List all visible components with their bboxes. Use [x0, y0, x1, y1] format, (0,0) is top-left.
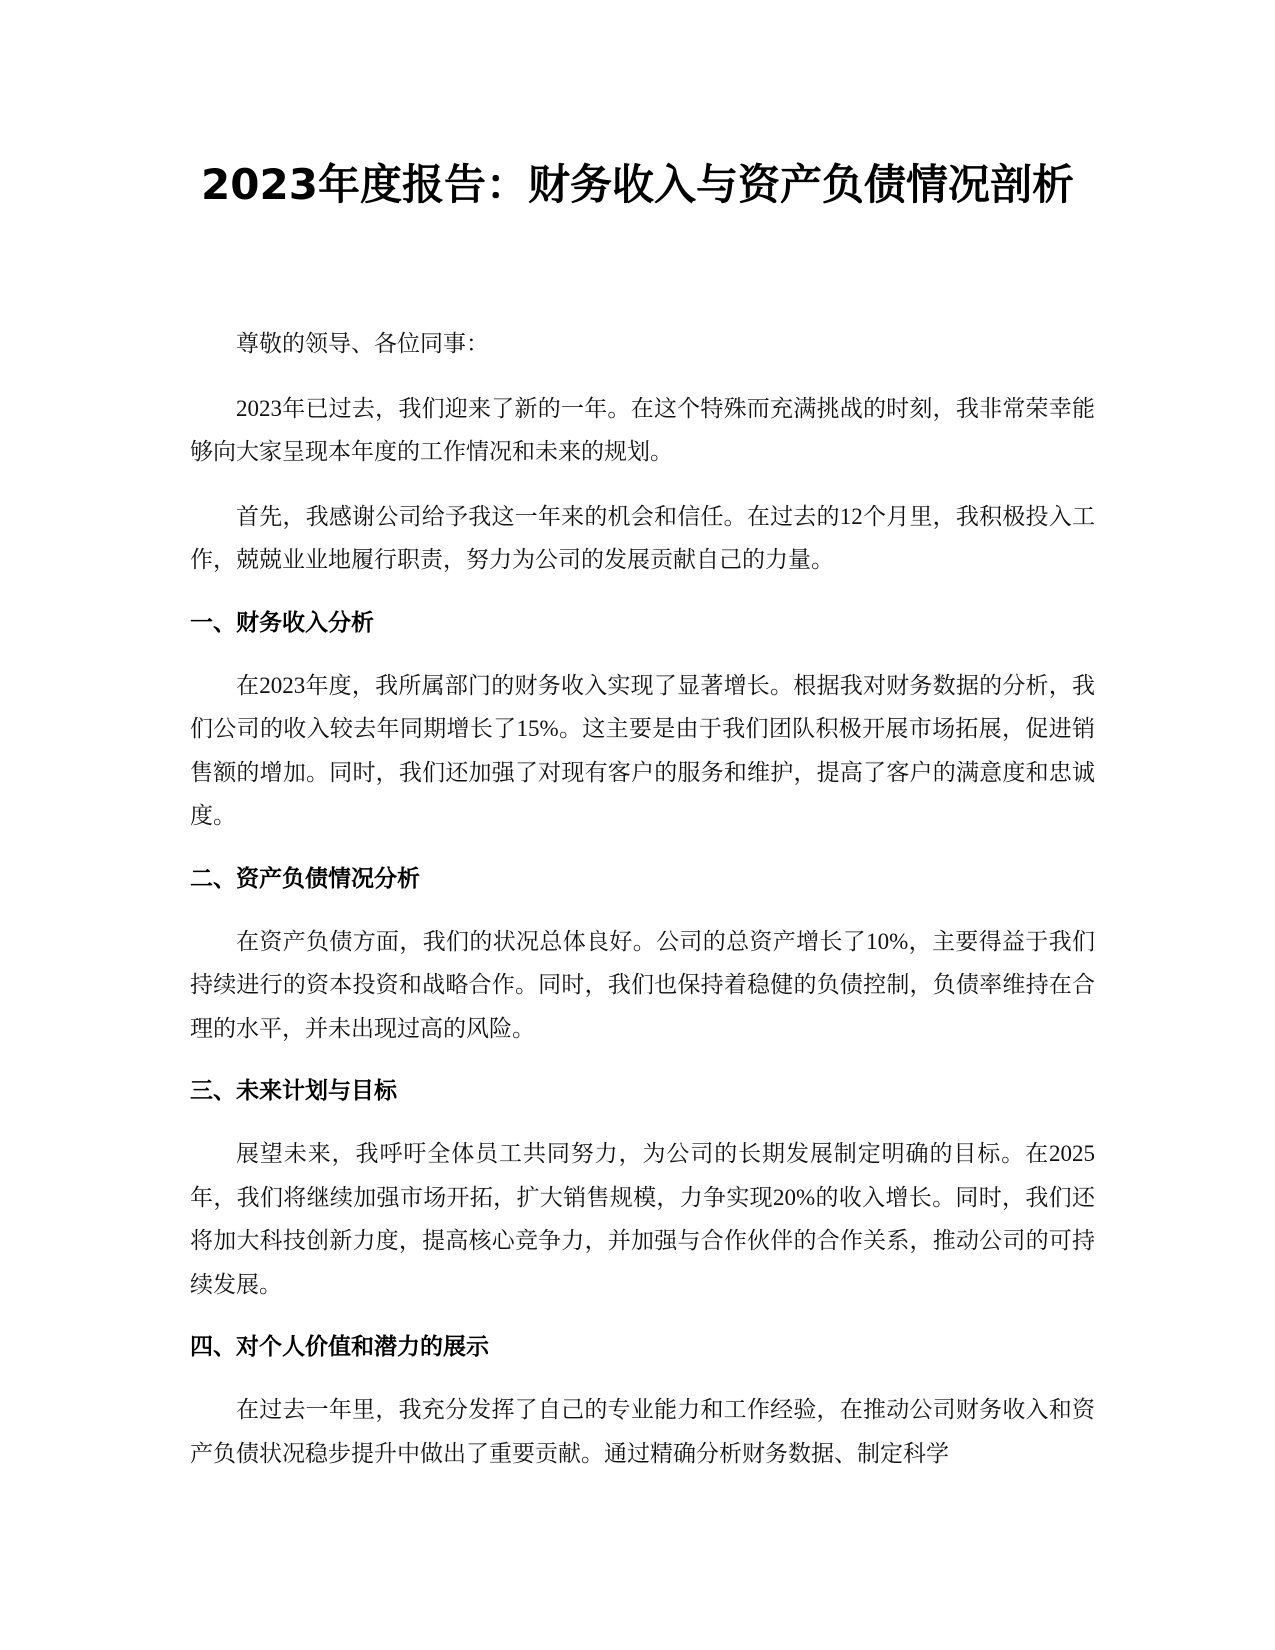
section-financial-income	[190, 603, 1095, 838]
section-future-plans	[190, 1071, 1095, 1306]
section-heading: 二、资产负债情况分析	[190, 865, 420, 892]
section-heading: 四、对个人价值和潜力的展示	[190, 1334, 489, 1360]
section-paragraph: 在2023年度，我所属部门的财务收入实现了显著增长。根据我对财务数据的分析，我们公司的收入较去年同期增长了15%。这主要是由于我们团队积极开展市场拓展，促进销售额的增加。同时，我们还加强了对现有客户的服务和维护，提高了客户的满意度和忠诚度。	[190, 672, 1095, 828]
intro-paragraph: 首先，我感谢公司给予我这一年来的机会和信任。在过去的12个月里，我积极投入工作，兢兢业业地履行职责，努力为公司的发展贡献自己的力量。	[190, 503, 1095, 572]
greeting-paragraph: 尊敬的领导、各位同事：	[236, 331, 489, 356]
document-body	[190, 322, 1095, 1496]
intro-paragraph: 2023年已过去，我们迎来了新的一年。在这个特殊而充满挑战的时刻，我非常荣幸能够向大家呈现本年度的工作情况和未来的规划。	[190, 395, 1095, 464]
section-paragraph: 展望未来，我呼吁全体员工共同努力，为公司的长期发展制定明确的目标。在2025年，我们将继续加强市场开拓，扩大销售规模，力争实现20%的收入增长。同时，我们还将加大科技创新力度，提高核心竞争力，并加强与合作伙伴的合作关系，推动公司的可持续发展。	[190, 1141, 1095, 1297]
section-assets-liabilities	[190, 859, 1095, 1051]
section-paragraph: 在资产负债方面，我们的状况总体良好。公司的总资产增长了10%，主要得益于我们持续进行的资本投资和战略合作。同时，我们也保持着稳健的负债控制，负债率维持在合理的水平，并未出现过高的风险。	[190, 928, 1095, 1041]
document-title: 2023年度报告：财务收入与资产负债情况剖析	[201, 160, 1074, 209]
section-heading: 三、未来计划与目标	[190, 1078, 397, 1104]
section-personal-value	[190, 1327, 1095, 1475]
section-heading: 一、财务收入分析	[190, 609, 374, 636]
section-paragraph: 在过去一年里，我充分发挥了自己的专业能力和工作经验，在推动公司财务收入和资产负债状况稳步提升中做出了重要贡献。通过精确分析财务数据、制定科学	[190, 1397, 1095, 1466]
